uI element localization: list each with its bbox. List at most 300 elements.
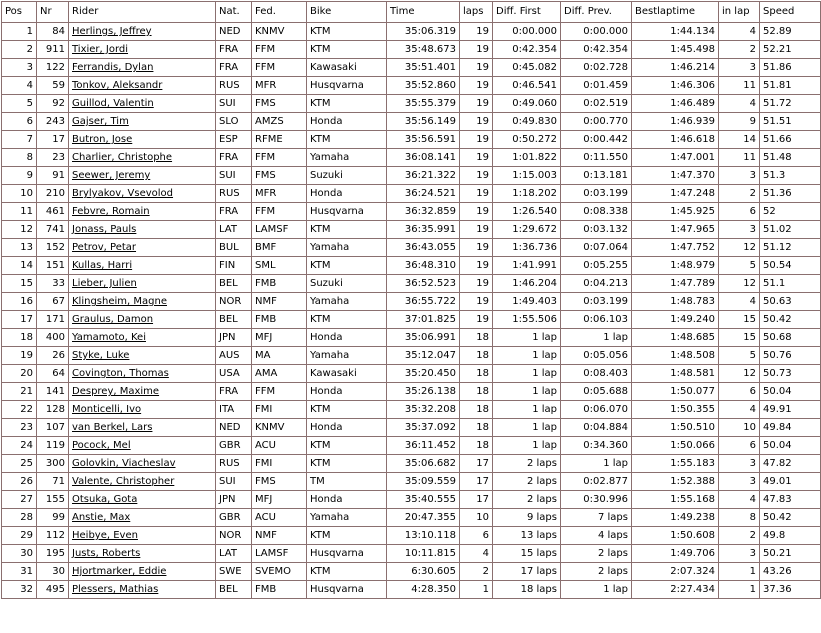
cell-laps: 19 bbox=[460, 149, 493, 167]
cell-laps: 19 bbox=[460, 41, 493, 59]
table-row bbox=[2, 293, 821, 311]
cell-rider bbox=[69, 437, 216, 455]
cell-pos: 28 bbox=[2, 509, 37, 527]
cell-fed: KNMV bbox=[252, 419, 307, 437]
cell-in-lap: 11 bbox=[719, 149, 760, 167]
cell-nr: 400 bbox=[37, 329, 69, 347]
cell-rider bbox=[69, 131, 216, 149]
rider-link[interactable]: Monticelli, Ivo bbox=[72, 404, 142, 415]
cell-rider bbox=[69, 113, 216, 131]
cell-rider bbox=[69, 581, 216, 599]
cell-rider bbox=[69, 329, 216, 347]
cell-diff-first: 1 lap bbox=[493, 401, 561, 419]
table-row bbox=[2, 347, 821, 365]
cell-in-lap: 15 bbox=[719, 329, 760, 347]
cell-laps: 18 bbox=[460, 383, 493, 401]
table-row bbox=[2, 149, 821, 167]
cell-diff-first: 0:00.000 bbox=[493, 23, 561, 41]
cell-bike: KTM bbox=[307, 527, 387, 545]
cell-laps: 19 bbox=[460, 23, 493, 41]
cell-time: 36:43.055 bbox=[387, 239, 460, 257]
cell-nr: 33 bbox=[37, 275, 69, 293]
rider-link[interactable]: van Berkel, Lars bbox=[72, 422, 153, 433]
cell-speed: 50.42 bbox=[760, 311, 821, 329]
cell-laps: 19 bbox=[460, 239, 493, 257]
cell-bike: KTM bbox=[307, 311, 387, 329]
cell-nat: RUS bbox=[216, 185, 252, 203]
cell-time: 37:01.825 bbox=[387, 311, 460, 329]
cell-fed: MFJ bbox=[252, 329, 307, 347]
cell-rider bbox=[69, 77, 216, 95]
cell-bestlaptime: 1:47.789 bbox=[632, 275, 719, 293]
rider-link[interactable]: Butron, Jose bbox=[72, 134, 133, 145]
cell-nr: 26 bbox=[37, 347, 69, 365]
cell-diff-first: 2 laps bbox=[493, 491, 561, 509]
table-row bbox=[2, 257, 821, 275]
cell-nat: FRA bbox=[216, 41, 252, 59]
cell-nat: GBR bbox=[216, 437, 252, 455]
table-row bbox=[2, 527, 821, 545]
cell-nat: SUI bbox=[216, 473, 252, 491]
cell-pos: 6 bbox=[2, 113, 37, 131]
cell-diff-first: 1:46.204 bbox=[493, 275, 561, 293]
cell-nr: 461 bbox=[37, 203, 69, 221]
table-row bbox=[2, 239, 821, 257]
cell-time: 13:10.118 bbox=[387, 527, 460, 545]
cell-diff-prev: 0:05.688 bbox=[561, 383, 632, 401]
cell-diff-prev: 0:00.770 bbox=[561, 113, 632, 131]
cell-fed: AMZS bbox=[252, 113, 307, 131]
cell-pos: 15 bbox=[2, 275, 37, 293]
cell-time: 35:40.555 bbox=[387, 491, 460, 509]
table-row bbox=[2, 455, 821, 473]
cell-nr: 84 bbox=[37, 23, 69, 41]
cell-speed: 50.68 bbox=[760, 329, 821, 347]
cell-nat: FRA bbox=[216, 149, 252, 167]
cell-time: 35:12.047 bbox=[387, 347, 460, 365]
cell-diff-prev: 0:03.199 bbox=[561, 293, 632, 311]
cell-speed: 50.73 bbox=[760, 365, 821, 383]
cell-laps: 18 bbox=[460, 347, 493, 365]
cell-rider bbox=[69, 203, 216, 221]
cell-fed: FMS bbox=[252, 95, 307, 113]
cell-fed: FMB bbox=[252, 581, 307, 599]
cell-pos: 13 bbox=[2, 239, 37, 257]
cell-laps: 19 bbox=[460, 311, 493, 329]
cell-pos: 27 bbox=[2, 491, 37, 509]
table-row bbox=[2, 419, 821, 437]
cell-diff-prev: 0:03.199 bbox=[561, 185, 632, 203]
cell-in-lap: 3 bbox=[719, 221, 760, 239]
cell-bike: KTM bbox=[307, 221, 387, 239]
cell-laps: 10 bbox=[460, 509, 493, 527]
results-table bbox=[1, 1, 821, 599]
header-row bbox=[2, 2, 821, 23]
cell-time: 36:55.722 bbox=[387, 293, 460, 311]
rider-link[interactable]: Ferrandis, Dylan bbox=[72, 62, 154, 73]
cell-time: 35:09.559 bbox=[387, 473, 460, 491]
cell-bestlaptime: 1:44.134 bbox=[632, 23, 719, 41]
cell-nat: SWE bbox=[216, 563, 252, 581]
cell-laps: 18 bbox=[460, 419, 493, 437]
cell-rider bbox=[69, 509, 216, 527]
cell-bike: KTM bbox=[307, 95, 387, 113]
cell-speed: 51.51 bbox=[760, 113, 821, 131]
cell-bestlaptime: 1:47.965 bbox=[632, 221, 719, 239]
table-row bbox=[2, 221, 821, 239]
cell-pos: 16 bbox=[2, 293, 37, 311]
table-row bbox=[2, 473, 821, 491]
rider-link[interactable]: Justs, Roberts bbox=[72, 548, 141, 559]
cell-bike: Suzuki bbox=[307, 167, 387, 185]
cell-time: 35:06.682 bbox=[387, 455, 460, 473]
cell-rider bbox=[69, 419, 216, 437]
cell-in-lap: 12 bbox=[719, 365, 760, 383]
rider-link[interactable]: Anstie, Max bbox=[72, 512, 131, 523]
cell-rider bbox=[69, 59, 216, 77]
cell-diff-first: 1 lap bbox=[493, 365, 561, 383]
cell-rider bbox=[69, 527, 216, 545]
cell-diff-first: 1 lap bbox=[493, 347, 561, 365]
cell-diff-first: 13 laps bbox=[493, 527, 561, 545]
cell-in-lap: 3 bbox=[719, 167, 760, 185]
cell-bestlaptime: 1:50.510 bbox=[632, 419, 719, 437]
cell-nat: JPN bbox=[216, 491, 252, 509]
rider-link[interactable]: Valente, Christopher bbox=[72, 476, 175, 487]
cell-nat: FRA bbox=[216, 59, 252, 77]
cell-fed: NMF bbox=[252, 293, 307, 311]
cell-bike: Honda bbox=[307, 185, 387, 203]
cell-bike: Yamaha bbox=[307, 239, 387, 257]
cell-fed: FFM bbox=[252, 203, 307, 221]
table-row bbox=[2, 131, 821, 149]
cell-time: 36:21.322 bbox=[387, 167, 460, 185]
rider-link[interactable]: Kullas, Harri bbox=[72, 260, 133, 271]
cell-bestlaptime: 1:48.685 bbox=[632, 329, 719, 347]
cell-time: 36:52.523 bbox=[387, 275, 460, 293]
cell-rider bbox=[69, 257, 216, 275]
cell-diff-prev: 1 lap bbox=[561, 581, 632, 599]
cell-time: 36:11.452 bbox=[387, 437, 460, 455]
rider-link[interactable]: Tixier, Jordi bbox=[72, 44, 129, 55]
cell-bike: KTM bbox=[307, 437, 387, 455]
cell-diff-prev: 1 lap bbox=[561, 329, 632, 347]
rider-link[interactable]: Petrov, Petar bbox=[72, 242, 137, 253]
rider-link[interactable]: Desprey, Maxime bbox=[72, 386, 160, 397]
cell-fed: FMS bbox=[252, 167, 307, 185]
cell-in-lap: 1 bbox=[719, 581, 760, 599]
cell-pos: 21 bbox=[2, 383, 37, 401]
cell-pos: 19 bbox=[2, 347, 37, 365]
cell-bestlaptime: 1:45.925 bbox=[632, 203, 719, 221]
cell-bike: KTM bbox=[307, 455, 387, 473]
cell-diff-prev: 0:04.213 bbox=[561, 275, 632, 293]
cell-nat: BUL bbox=[216, 239, 252, 257]
cell-time: 36:24.521 bbox=[387, 185, 460, 203]
cell-nr: 64 bbox=[37, 365, 69, 383]
cell-nat: JPN bbox=[216, 329, 252, 347]
rider-link[interactable]: Charlier, Christophe bbox=[72, 152, 173, 163]
rider-link[interactable]: Brylyakov, Vsevolod bbox=[72, 188, 174, 199]
cell-time: 35:52.860 bbox=[387, 77, 460, 95]
cell-diff-prev: 2 laps bbox=[561, 563, 632, 581]
cell-time: 36:48.310 bbox=[387, 257, 460, 275]
cell-laps: 19 bbox=[460, 95, 493, 113]
cell-rider bbox=[69, 41, 216, 59]
cell-diff-first: 1:29.672 bbox=[493, 221, 561, 239]
cell-nat: SUI bbox=[216, 167, 252, 185]
cell-laps: 17 bbox=[460, 473, 493, 491]
cell-time: 35:20.450 bbox=[387, 365, 460, 383]
cell-bestlaptime: 1:47.370 bbox=[632, 167, 719, 185]
cell-rider bbox=[69, 167, 216, 185]
rider-link[interactable]: Covington, Thomas bbox=[72, 368, 169, 379]
rider-link[interactable]: Guillod, Valentin bbox=[72, 98, 154, 109]
col-header-nr: Nr bbox=[37, 2, 69, 23]
cell-speed: 52.89 bbox=[760, 23, 821, 41]
cell-laps: 6 bbox=[460, 527, 493, 545]
cell-nr: 71 bbox=[37, 473, 69, 491]
cell-nr: 67 bbox=[37, 293, 69, 311]
cell-speed: 51.81 bbox=[760, 77, 821, 95]
cell-laps: 19 bbox=[460, 203, 493, 221]
cell-fed: FFM bbox=[252, 59, 307, 77]
cell-bike: KTM bbox=[307, 23, 387, 41]
col-header-diff-prev: Diff. Prev. bbox=[561, 2, 632, 23]
cell-fed: FMI bbox=[252, 455, 307, 473]
cell-speed: 43.26 bbox=[760, 563, 821, 581]
rider-link[interactable]: Tonkov, Aleksandr bbox=[72, 80, 163, 91]
cell-fed: MFR bbox=[252, 77, 307, 95]
cell-in-lap: 6 bbox=[719, 203, 760, 221]
cell-bestlaptime: 1:48.581 bbox=[632, 365, 719, 383]
cell-diff-prev: 0:02.519 bbox=[561, 95, 632, 113]
cell-pos: 24 bbox=[2, 437, 37, 455]
cell-bike: Suzuki bbox=[307, 275, 387, 293]
cell-bike: Husqvarna bbox=[307, 203, 387, 221]
rider-link[interactable]: Hjortmarker, Eddie bbox=[72, 566, 167, 577]
cell-rider bbox=[69, 293, 216, 311]
cell-diff-prev: 0:00.000 bbox=[561, 23, 632, 41]
cell-bike: Husqvarna bbox=[307, 545, 387, 563]
cell-rider bbox=[69, 311, 216, 329]
cell-laps: 19 bbox=[460, 293, 493, 311]
cell-bestlaptime: 1:46.214 bbox=[632, 59, 719, 77]
results-table-container bbox=[1, 1, 821, 599]
rider-link[interactable]: Jonass, Pauls bbox=[72, 224, 137, 235]
rider-link[interactable]: Styke, Luke bbox=[72, 350, 130, 361]
cell-pos: 30 bbox=[2, 545, 37, 563]
cell-diff-first: 17 laps bbox=[493, 563, 561, 581]
table-row bbox=[2, 23, 821, 41]
cell-nat: FRA bbox=[216, 383, 252, 401]
cell-bike: Honda bbox=[307, 329, 387, 347]
table-row bbox=[2, 275, 821, 293]
cell-nat: ITA bbox=[216, 401, 252, 419]
cell-diff-first: 1 lap bbox=[493, 383, 561, 401]
cell-in-lap: 6 bbox=[719, 383, 760, 401]
cell-pos: 3 bbox=[2, 59, 37, 77]
cell-diff-first: 0:45.082 bbox=[493, 59, 561, 77]
cell-fed: FFM bbox=[252, 41, 307, 59]
cell-laps: 1 bbox=[460, 581, 493, 599]
cell-laps: 19 bbox=[460, 257, 493, 275]
cell-laps: 2 bbox=[460, 563, 493, 581]
cell-pos: 29 bbox=[2, 527, 37, 545]
table-row bbox=[2, 41, 821, 59]
table-row bbox=[2, 509, 821, 527]
cell-time: 6:30.605 bbox=[387, 563, 460, 581]
rider-link[interactable]: Golovkin, Viacheslav bbox=[72, 458, 176, 469]
rider-link[interactable]: Otsuka, Gota bbox=[72, 494, 138, 505]
cell-nat: ESP bbox=[216, 131, 252, 149]
cell-in-lap: 4 bbox=[719, 293, 760, 311]
col-header-pos: Pos bbox=[2, 2, 37, 23]
cell-in-lap: 9 bbox=[719, 113, 760, 131]
table-row bbox=[2, 59, 821, 77]
cell-in-lap: 5 bbox=[719, 347, 760, 365]
cell-in-lap: 12 bbox=[719, 275, 760, 293]
rider-link[interactable]: Herlings, Jeffrey bbox=[72, 26, 152, 37]
cell-speed: 50.42 bbox=[760, 509, 821, 527]
rider-link[interactable]: Graulus, Damon bbox=[72, 314, 154, 325]
cell-diff-prev: 0:02.728 bbox=[561, 59, 632, 77]
cell-speed: 49.8 bbox=[760, 527, 821, 545]
cell-bestlaptime: 1:47.001 bbox=[632, 149, 719, 167]
cell-bike: KTM bbox=[307, 131, 387, 149]
col-header-bike: Bike bbox=[307, 2, 387, 23]
cell-nr: 23 bbox=[37, 149, 69, 167]
cell-diff-prev: 1 lap bbox=[561, 455, 632, 473]
cell-diff-first: 0:50.272 bbox=[493, 131, 561, 149]
cell-rider bbox=[69, 23, 216, 41]
cell-bestlaptime: 1:50.077 bbox=[632, 383, 719, 401]
table-row bbox=[2, 563, 821, 581]
col-header-laps: laps bbox=[460, 2, 493, 23]
cell-fed: AMA bbox=[252, 365, 307, 383]
cell-rider bbox=[69, 401, 216, 419]
cell-nat: RUS bbox=[216, 77, 252, 95]
cell-bestlaptime: 1:47.248 bbox=[632, 185, 719, 203]
cell-rider bbox=[69, 563, 216, 581]
cell-speed: 50.21 bbox=[760, 545, 821, 563]
cell-rider bbox=[69, 473, 216, 491]
cell-nr: 107 bbox=[37, 419, 69, 437]
rider-link[interactable]: Pocock, Mel bbox=[72, 440, 131, 451]
cell-nr: 99 bbox=[37, 509, 69, 527]
cell-speed: 51.1 bbox=[760, 275, 821, 293]
table-row bbox=[2, 491, 821, 509]
cell-diff-prev: 0:06.103 bbox=[561, 311, 632, 329]
cell-speed: 47.83 bbox=[760, 491, 821, 509]
cell-time: 35:56.591 bbox=[387, 131, 460, 149]
cell-nat: FIN bbox=[216, 257, 252, 275]
cell-nr: 911 bbox=[37, 41, 69, 59]
cell-fed: ACU bbox=[252, 437, 307, 455]
cell-diff-prev: 0:07.064 bbox=[561, 239, 632, 257]
cell-fed: FMI bbox=[252, 401, 307, 419]
cell-diff-first: 2 laps bbox=[493, 455, 561, 473]
rider-link[interactable]: Seewer, Jeremy bbox=[72, 170, 151, 181]
rider-link[interactable]: Klingsheim, Magne bbox=[72, 296, 167, 307]
cell-nr: 59 bbox=[37, 77, 69, 95]
cell-rider bbox=[69, 221, 216, 239]
rider-link[interactable]: Febvre, Romain bbox=[72, 206, 150, 217]
cell-rider bbox=[69, 383, 216, 401]
rider-link[interactable]: Heibye, Even bbox=[72, 530, 138, 541]
cell-bestlaptime: 1:47.752 bbox=[632, 239, 719, 257]
cell-laps: 19 bbox=[460, 275, 493, 293]
cell-pos: 12 bbox=[2, 221, 37, 239]
cell-nr: 128 bbox=[37, 401, 69, 419]
table-row bbox=[2, 185, 821, 203]
rider-link[interactable]: Lieber, Julien bbox=[72, 278, 137, 289]
table-row bbox=[2, 545, 821, 563]
cell-diff-prev: 0:05.056 bbox=[561, 347, 632, 365]
cell-diff-prev: 0:42.354 bbox=[561, 41, 632, 59]
cell-nr: 195 bbox=[37, 545, 69, 563]
cell-nat: SLO bbox=[216, 113, 252, 131]
cell-pos: 5 bbox=[2, 95, 37, 113]
cell-pos: 31 bbox=[2, 563, 37, 581]
rider-link[interactable]: Yamamoto, Kei bbox=[72, 332, 146, 343]
cell-in-lap: 15 bbox=[719, 311, 760, 329]
cell-pos: 22 bbox=[2, 401, 37, 419]
cell-diff-prev: 0:00.442 bbox=[561, 131, 632, 149]
cell-pos: 11 bbox=[2, 203, 37, 221]
cell-nr: 91 bbox=[37, 167, 69, 185]
cell-speed: 51.3 bbox=[760, 167, 821, 185]
cell-bike: Yamaha bbox=[307, 149, 387, 167]
rider-link[interactable]: Gajser, Tim bbox=[72, 116, 129, 127]
cell-diff-first: 15 laps bbox=[493, 545, 561, 563]
cell-pos: 9 bbox=[2, 167, 37, 185]
cell-nat: NED bbox=[216, 23, 252, 41]
cell-laps: 17 bbox=[460, 491, 493, 509]
cell-laps: 19 bbox=[460, 59, 493, 77]
rider-link[interactable]: Plessers, Mathias bbox=[72, 584, 159, 595]
cell-time: 35:37.092 bbox=[387, 419, 460, 437]
cell-in-lap: 3 bbox=[719, 455, 760, 473]
cell-in-lap: 3 bbox=[719, 59, 760, 77]
cell-laps: 19 bbox=[460, 77, 493, 95]
cell-bestlaptime: 1:46.618 bbox=[632, 131, 719, 149]
cell-in-lap: 4 bbox=[719, 95, 760, 113]
cell-in-lap: 1 bbox=[719, 563, 760, 581]
cell-laps: 18 bbox=[460, 437, 493, 455]
cell-speed: 50.04 bbox=[760, 437, 821, 455]
cell-bestlaptime: 1:55.168 bbox=[632, 491, 719, 509]
cell-time: 35:56.149 bbox=[387, 113, 460, 131]
cell-diff-prev: 4 laps bbox=[561, 527, 632, 545]
table-row bbox=[2, 365, 821, 383]
cell-bestlaptime: 1:46.489 bbox=[632, 95, 719, 113]
cell-diff-first: 0:42.354 bbox=[493, 41, 561, 59]
cell-rider bbox=[69, 347, 216, 365]
cell-bike: Yamaha bbox=[307, 509, 387, 527]
cell-pos: 8 bbox=[2, 149, 37, 167]
cell-fed: ACU bbox=[252, 509, 307, 527]
table-row bbox=[2, 77, 821, 95]
cell-fed: FMB bbox=[252, 275, 307, 293]
cell-nat: SUI bbox=[216, 95, 252, 113]
cell-fed: SVEMO bbox=[252, 563, 307, 581]
cell-in-lap: 14 bbox=[719, 131, 760, 149]
cell-bestlaptime: 1:50.608 bbox=[632, 527, 719, 545]
cell-pos: 10 bbox=[2, 185, 37, 203]
cell-nat: NOR bbox=[216, 293, 252, 311]
cell-speed: 52 bbox=[760, 203, 821, 221]
